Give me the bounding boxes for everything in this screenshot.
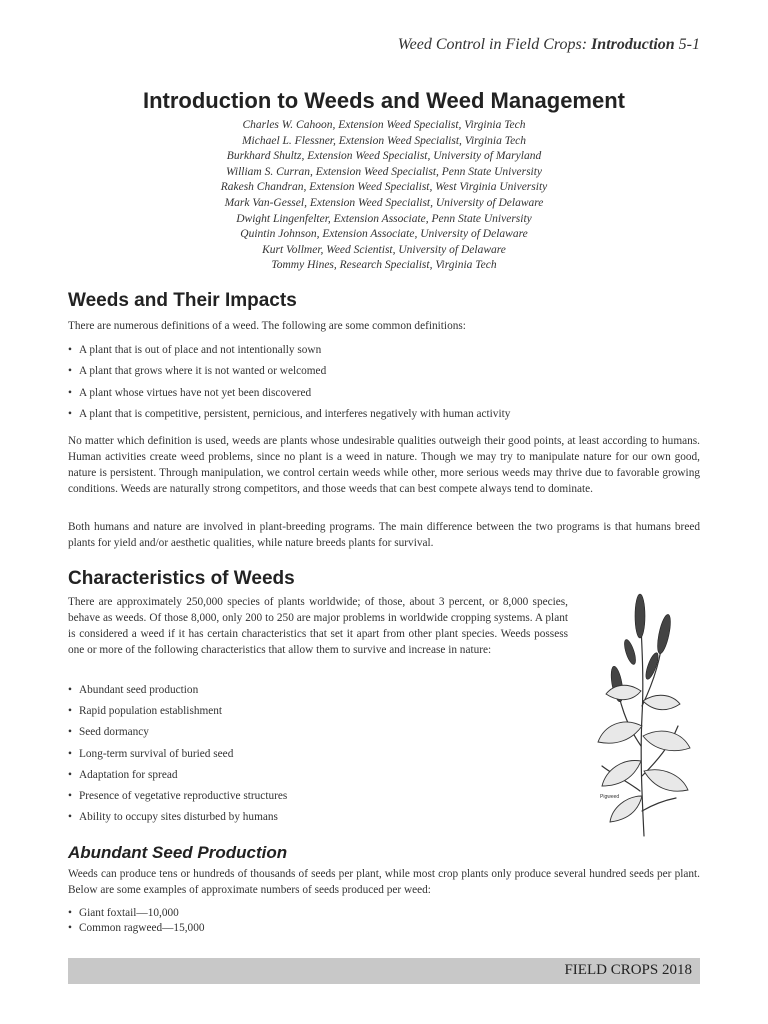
running-head bbox=[398, 36, 700, 54]
seed-production-heading: Abundant Seed Production bbox=[68, 843, 288, 862]
pigweed-illustration bbox=[582, 586, 700, 838]
impacts-paragraph-1: No matter which definition is used, weeds are plants whose undesirable qualities outweigh their good points, at least according to humans. Human activities create weed problems, since no plant is a weed in nature. Though we may try to manipulate nature for our own good, nature is persistent. Through manipulation, we control certain weeds while other, more serious weeds may thrive due to favorable growing conditions. Weeds are naturally strong competitors, and those weeds that can best compete always tend to dominate. bbox=[68, 435, 700, 495]
characteristics-intro: There are approximately 250,000 species of plants worldwide; of those, about 3 percent, or 8,000 species, behave as weeds. Of those 8,000, only 200 to 250 are major problems in worldwide cropping systems. A plant is considered a weed if it has certain characteristics that set it apart from other plant species. Weeds possess one or more of the following characteristics that allow them to survive and increase in nature: bbox=[68, 596, 568, 656]
list-item: • Presence of vegetative reproductive structures bbox=[68, 788, 287, 809]
list-item: • Abundant seed production bbox=[68, 682, 287, 703]
impacts-heading: Weeds and Their Impacts bbox=[68, 290, 297, 311]
illustration-caption: Pigweed bbox=[600, 794, 620, 800]
footer-bar bbox=[68, 958, 700, 984]
impacts-paragraph-2: Both humans and nature are involved in plant-breeding programs. The main difference between the two programs is that humans breed plants for yield and/or aesthetic qualities, while nature breeds plants for survival. bbox=[68, 521, 700, 549]
list-item: • Adaptation for spread bbox=[68, 767, 287, 788]
author-line: Tommy Hines, Research Specialist, Virginia Tech bbox=[271, 259, 497, 272]
running-head-prefix: Weed Control in Field Crops: bbox=[397, 36, 592, 53]
author-line: Burkhard Shultz, Extension Weed Specialist, University of Maryland bbox=[226, 150, 542, 163]
list-item: • A plant that grows where it is not wanted or welcomed bbox=[68, 363, 510, 384]
impacts-intro: There are numerous definitions of a weed. The following are some common definitions: bbox=[68, 320, 466, 332]
list-item: • Seed dormancy bbox=[68, 724, 287, 745]
author-list bbox=[0, 118, 768, 274]
list-item: • A plant that is out of place and not intentionally sown bbox=[68, 342, 510, 363]
author-line: Rakesh Chandran, Extension Weed Specialist, West Virginia University bbox=[220, 181, 548, 194]
list-item: • Rapid population establishment bbox=[68, 703, 287, 724]
author-line: Charles W. Cahoon, Extension Weed Specialist, Virginia Tech bbox=[242, 119, 526, 131]
author-line: Mark Van-Gessel, Extension Weed Specialist, University of Delaware bbox=[224, 196, 544, 209]
characteristics-list bbox=[68, 682, 287, 830]
author-line: Quintin Johnson, Extension Associate, University of Delaware bbox=[240, 228, 528, 241]
author-line: Kurt Vollmer, Weed Scientist, University of Delaware bbox=[262, 243, 506, 256]
list-item: • Long-term survival of buried seed bbox=[68, 746, 287, 767]
seed-production-intro: Weeds can produce tens or hundreds of thousands of seeds per plant, while most crop plants only produce several hundred seeds per plant. Below are some examples of approximate numbers of seeds produced per weed: bbox=[68, 868, 700, 896]
author-line: Dwight Lingenfelter, Extension Associate, Penn State University bbox=[236, 212, 532, 225]
list-item: • Common ragweed—15,000 bbox=[68, 921, 205, 936]
footer-label: FIELD CROPS 2018 bbox=[564, 962, 692, 978]
author-line: William S. Curran, Extension Weed Specialist, Penn State University bbox=[225, 165, 543, 178]
seed-examples-list bbox=[68, 906, 205, 936]
running-head-section: Introduction bbox=[591, 36, 675, 53]
page-number: 5-1 bbox=[674, 36, 700, 53]
list-item: • Giant foxtail—10,000 bbox=[68, 906, 205, 921]
page-title: Introduction to Weeds and Weed Management bbox=[142, 88, 625, 113]
characteristics-heading: Characteristics of Weeds bbox=[68, 568, 295, 589]
definitions-list bbox=[68, 342, 510, 427]
list-item: • A plant whose virtues have not yet been discovered bbox=[68, 385, 510, 406]
list-item: • A plant that is competitive, persistent, pernicious, and interferes negatively with human activity bbox=[68, 406, 510, 427]
author-line: Michael L. Flessner, Extension Weed Specialist, Virginia Tech bbox=[241, 134, 527, 147]
list-item: • Ability to occupy sites disturbed by humans bbox=[68, 809, 287, 830]
